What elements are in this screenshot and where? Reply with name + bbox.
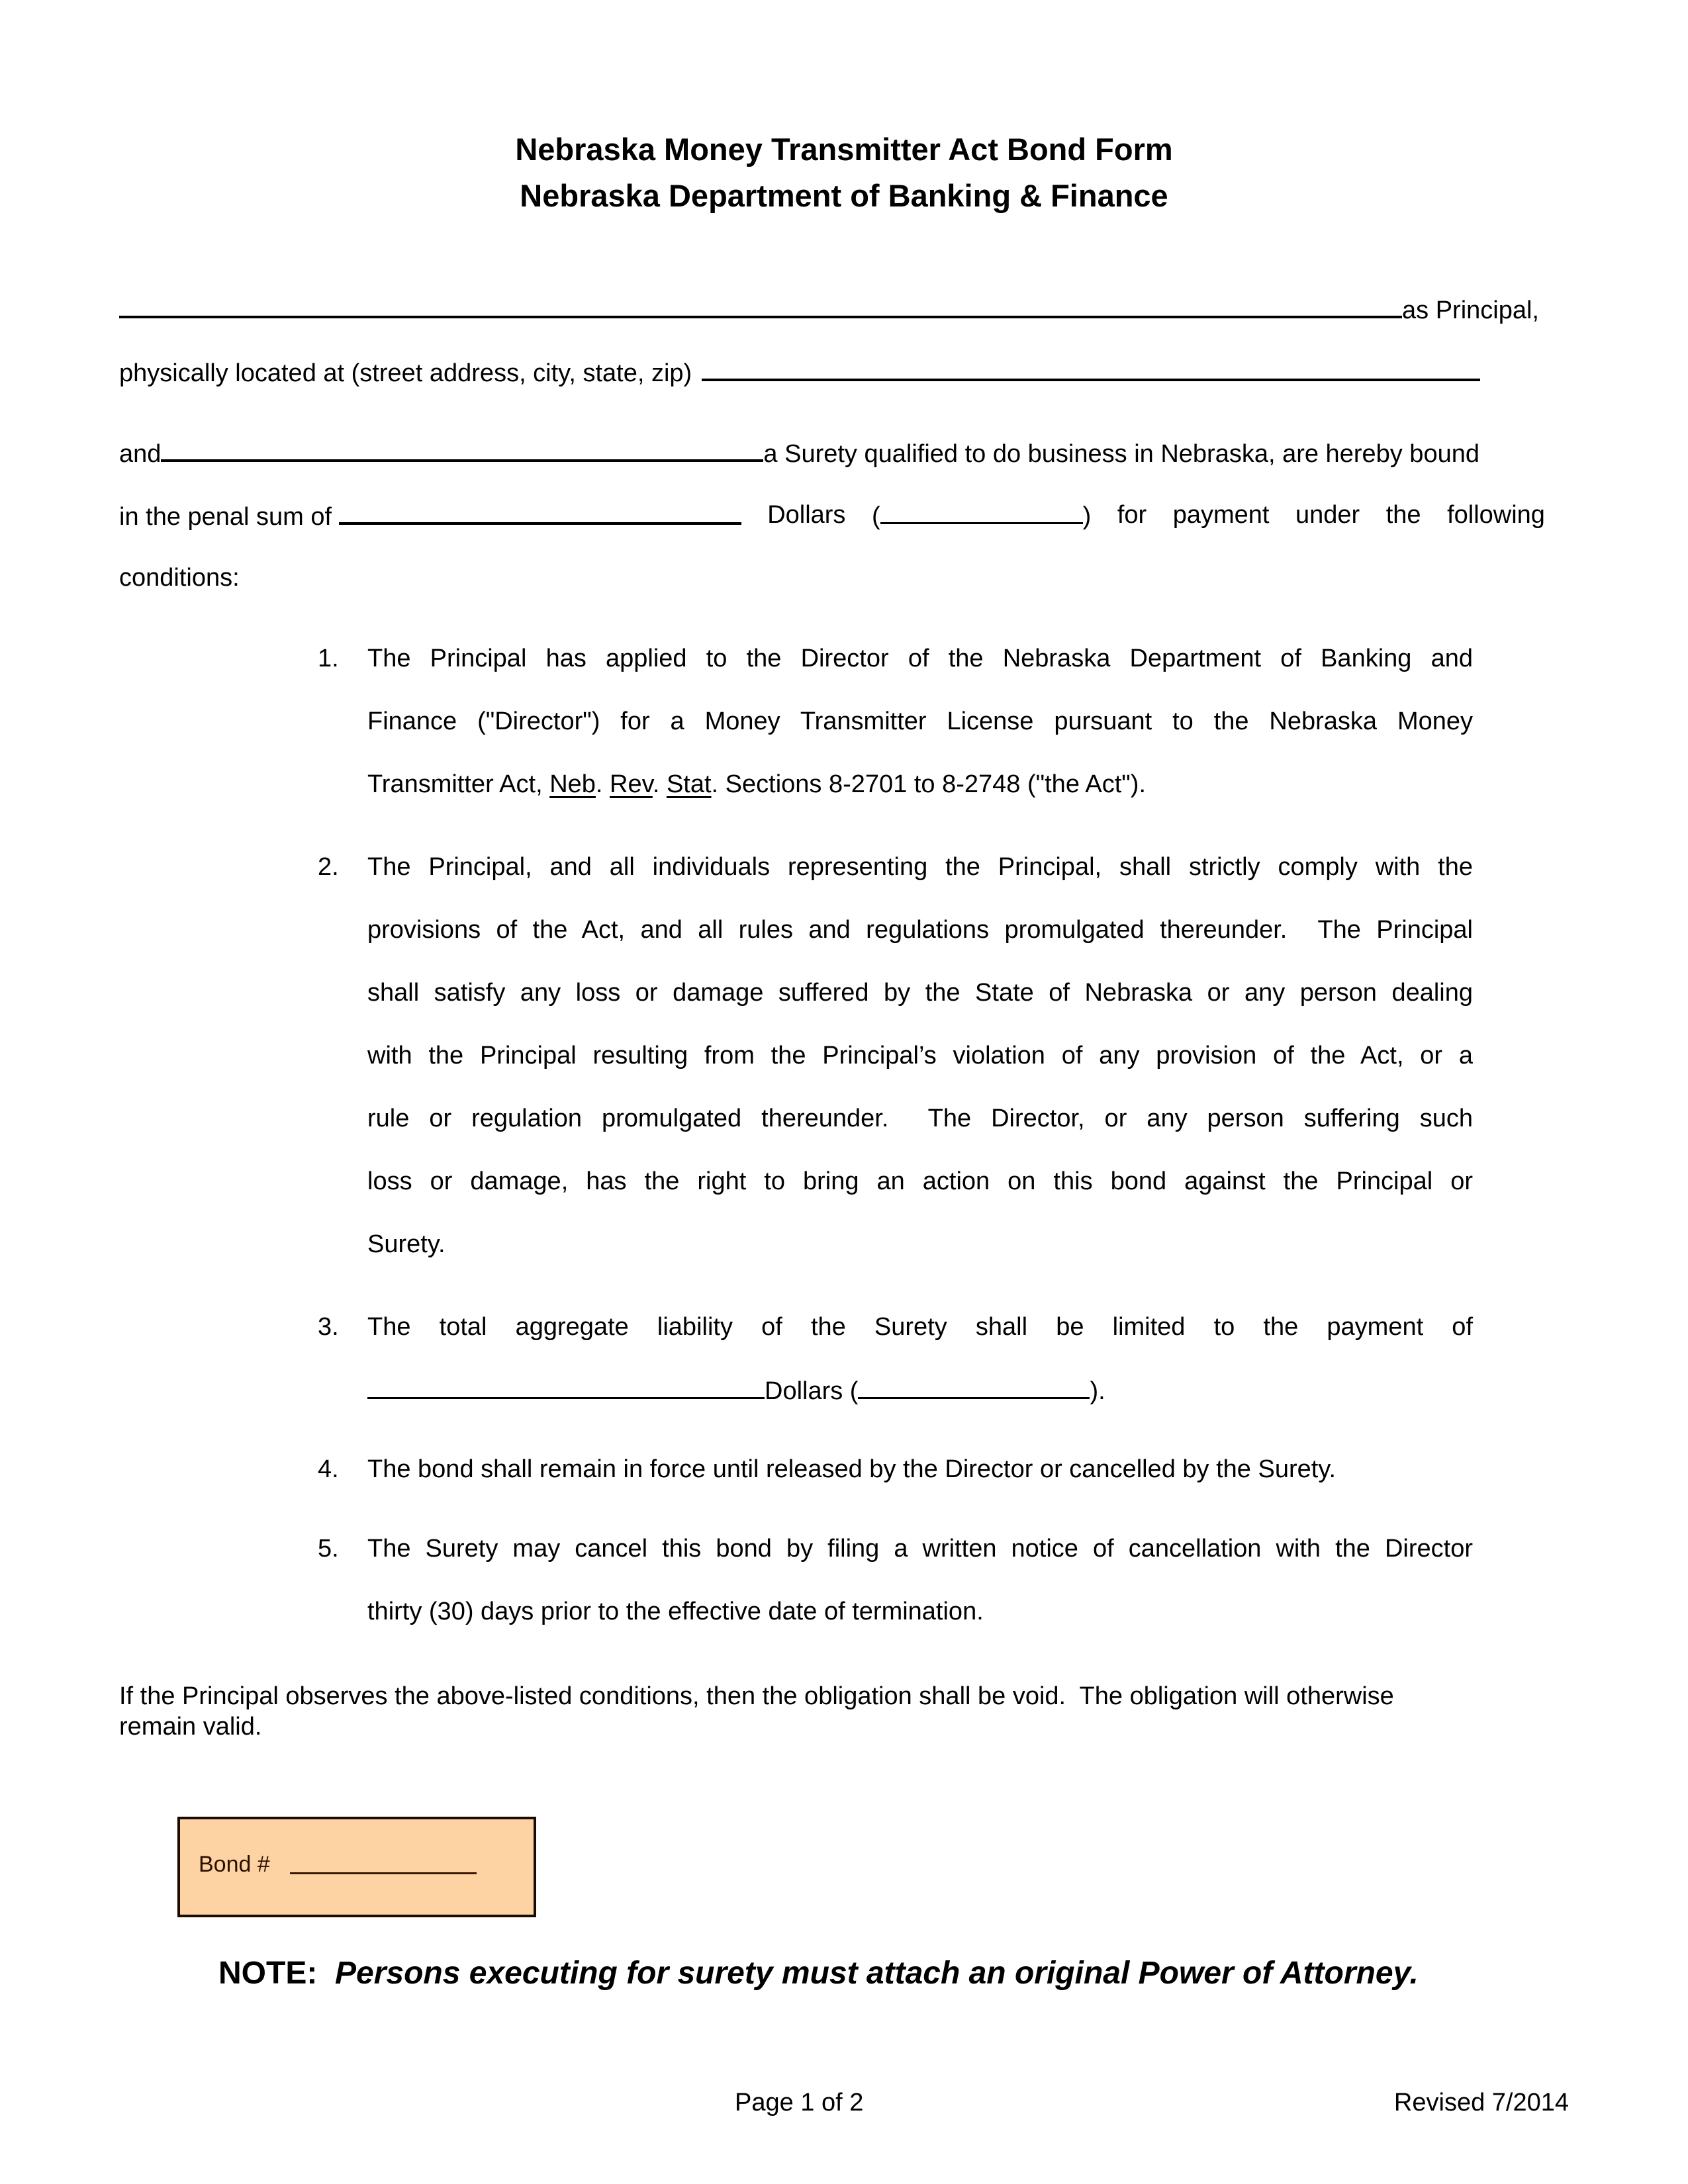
penal-amount-group: ( ): [872, 500, 1091, 532]
condition-line: [367, 1375, 1105, 1406]
principal-name-field[interactable]: [119, 293, 1402, 318]
condition-text-span: The Principal has applied to the Director of the Nebraska Department of Banking and: [367, 645, 1473, 672]
surety-name-field[interactable]: [161, 437, 763, 462]
penal-word-following: following: [1447, 501, 1545, 529]
penal-word-for: for: [1117, 501, 1147, 529]
penal-dollars: Dollars: [767, 501, 846, 529]
location-row: [119, 356, 1480, 388]
bond-number-field[interactable]: [290, 1872, 477, 1874]
note-label: NOTE:: [218, 1956, 318, 1991]
condition-text-span: The Principal, and all individuals representing the Principal, shall strictly comply with the: [367, 853, 1473, 881]
surety-suffix: a Surety qualified to do business in Nebraska, are hereby bound: [763, 440, 1479, 468]
principal-row: [119, 293, 1569, 326]
surety-note: [218, 1954, 1419, 1993]
department-title: Nebraska Department of Banking & Finance: [520, 178, 1168, 213]
condition-line: [367, 1533, 1473, 1564]
condition-text-span: loss or damage, has the right to bring an action on this bond against the Principal or: [367, 1167, 1473, 1195]
condition-line: [367, 1103, 1473, 1134]
conditions-label: conditions:: [119, 564, 240, 592]
condition-line: [367, 852, 1473, 882]
condition-text-span: The Surety may cancel this bond by filing a written notice of cancellation with the Director: [367, 1535, 1473, 1563]
penal-word-under: under: [1295, 501, 1360, 529]
location-address-field[interactable]: [702, 356, 1480, 381]
penal-word-payment: payment: [1172, 501, 1270, 529]
liability-words-field[interactable]: [367, 1375, 765, 1399]
penal-sum-amount-field[interactable]: [880, 500, 1083, 524]
condition-line: [367, 1454, 1336, 1484]
statute-abbr-neb: Neb: [549, 770, 596, 798]
condition-line: [367, 915, 1473, 945]
condition-line: [367, 643, 1473, 674]
liability-dollars-label: Dollars (: [765, 1377, 859, 1405]
condition-line: [367, 1166, 1473, 1197]
note-text: Persons executing for surety must attach an original Power of Attorney.: [335, 1956, 1419, 1991]
page-number: Page 1 of 2: [735, 2089, 864, 2116]
condition-text-span: Transmitter Act,: [367, 770, 550, 798]
condition-text-span: rule or regulation promulgated thereunder. The Director, or any person suffering such: [367, 1105, 1473, 1132]
condition-line: [367, 978, 1473, 1008]
closing-line-2: remain valid.: [119, 1713, 262, 1741]
condition-text-span: shall satisfy any loss or damage suffered by the State of Nebraska or any person dealing: [367, 979, 1473, 1007]
location-label: physically located at (street address, city, state, zip): [119, 359, 692, 387]
condition-number: 4.: [318, 1455, 339, 1483]
condition-number: 2.: [318, 853, 339, 881]
liability-close: ).: [1090, 1377, 1105, 1405]
form-title: Nebraska Money Transmitter Act Bond Form: [515, 132, 1173, 167]
condition-text-span: The bond shall remain in force until released by the Director or cancelled by the Surety.: [367, 1455, 1336, 1483]
condition-text-span: provisions of the Act, and all rules and regulations promulgated thereunder. The Principal: [367, 916, 1473, 944]
statute-abbr-stat: Stat: [666, 770, 712, 798]
liability-amount-field[interactable]: [858, 1375, 1090, 1399]
condition-number: 5.: [318, 1535, 339, 1563]
principal-suffix: as Principal,: [1402, 296, 1539, 324]
condition-text-span: . Sections 8-2701 to 8-2748 ("the Act").: [711, 770, 1147, 798]
bond-number-box: [177, 1817, 536, 1917]
condition-line: Transmitter Act, Neb. Rev. Stat. Sections 8-2701 to 8-2748 ("the Act").: [367, 770, 1147, 798]
condition-number: 3.: [318, 1313, 339, 1341]
penal-word-the: the: [1385, 501, 1421, 529]
condition-line: [367, 1229, 445, 1259]
condition-line: [367, 1596, 984, 1627]
penal-sum-words-field[interactable]: [339, 500, 741, 525]
condition-line: [367, 706, 1473, 737]
bond-number-label: Bond #: [199, 1852, 270, 1877]
condition-text-span: Surety.: [367, 1230, 445, 1258]
statute-abbr-rev: Rev: [610, 770, 653, 798]
condition-text-span: Finance ("Director") for a Money Transmitter License pursuant to the Nebraska Money: [367, 707, 1473, 735]
condition-text: [367, 643, 1473, 674]
closing-line-1: If the Principal observes the above-listed conditions, then the obligation shall be void. The obligation will otherwise: [119, 1682, 1394, 1710]
revision-date: Revised 7/2014: [1393, 2089, 1569, 2116]
condition-line: [367, 1040, 1473, 1071]
condition-text-span: thirty (30) days prior to the effective date of termination.: [367, 1598, 984, 1625]
condition-text-span: The total aggregate liability of the Surety shall be limited to the payment of: [367, 1313, 1473, 1341]
condition-number: 1.: [318, 645, 339, 672]
condition-line: [367, 1312, 1473, 1342]
surety-prefix: and: [119, 440, 162, 468]
condition-text-span: with the Principal resulting from the Principal’s violation of any provision of the Act, or a: [367, 1042, 1473, 1069]
penal-sum-row: [119, 500, 1545, 532]
penal-prefix: in the penal sum of: [119, 500, 741, 532]
surety-row: [119, 437, 1569, 469]
